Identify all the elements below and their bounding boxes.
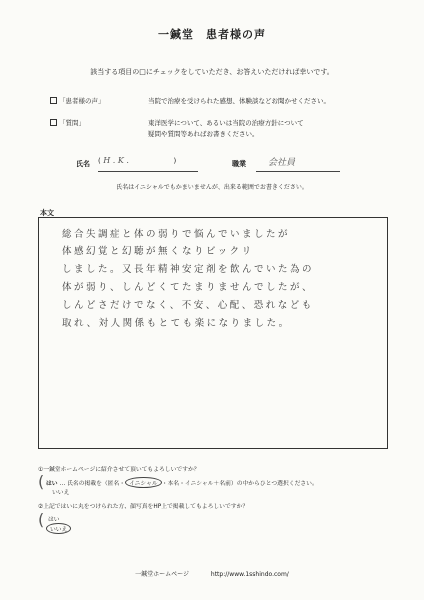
body-line: 体感幻覚と幻聴が無くなりビックリ (62, 246, 254, 257)
q1-detail-post: ・本名・イニシャル＋名前）の中からひとつ選択ください。 (161, 481, 318, 487)
body-line: 総合失調症と体の弱りで悩んでいましたが (62, 229, 291, 240)
page-title: 一鍼堂 患者様の声 (158, 28, 266, 41)
option-question-desc-2: 疑問や質問等あればお書きください。 (148, 130, 259, 138)
option-question-desc-1: 東洋医学について、あるいは当院の治療方針について (148, 119, 304, 127)
option-question-label: 「質問」 (59, 119, 85, 127)
option-voice-label: 「患者様の声」 (59, 97, 105, 105)
question-1: ①一鍼堂ホームページに紹介させて頂いてもよろしいですか？ (38, 467, 200, 473)
footer (0, 569, 424, 578)
footer-label: 一鍼堂ホームページ (135, 571, 190, 578)
footer-url[interactable]: http://www.1sshindo.com/ (210, 571, 289, 578)
q1-no[interactable]: いいえ (52, 490, 70, 496)
voice-checkbox[interactable] (50, 97, 57, 104)
instruction-text: 該当する項目の□にチェックをしていただき、お答えいただければ幸いです。 (90, 68, 334, 76)
q1-detail-pre: … 氏名の掲載を（匿名・ (59, 481, 126, 487)
name-label: 氏名 (76, 160, 90, 168)
job-underline (256, 170, 340, 172)
name-field[interactable]: ( H . K . ) (98, 156, 177, 165)
bracket-2: ( (38, 510, 45, 529)
option-voice-desc: 当院で治療を受けられた感想、体験談などお聞かせください。 (148, 97, 330, 105)
body-label: 本文 (40, 209, 54, 217)
question-checkbox[interactable] (50, 119, 57, 126)
q1-answer[interactable] (46, 477, 318, 488)
job-label: 職業 (232, 160, 246, 168)
body-line: 取れ、対人関係もとても楽になりました。 (62, 318, 291, 329)
name-note: 氏名はイニシャルでもかまいませんが、出来る範囲でお書きください。 (116, 184, 308, 191)
q1-yes[interactable]: はい (46, 481, 58, 487)
body-line: しました。又長年精神安定剤を飲んでいた為の (62, 264, 315, 275)
name-underline (98, 170, 198, 172)
body-line: 体が弱り、しんどくてたまりませんでしたが、 (62, 282, 315, 293)
option-voice[interactable] (50, 96, 105, 105)
q2-yes[interactable]: はい (48, 517, 60, 523)
q2-no[interactable]: いいえ (46, 523, 71, 534)
option-question[interactable] (50, 118, 85, 127)
q1-selected[interactable]: イニシャル (125, 477, 162, 488)
bracket-1: ( (38, 472, 45, 491)
name-value: H . K . (103, 156, 129, 165)
question-2: ②上記ではいに丸をつけられた方、顔写真をHP上で掲載してもよろしいですか？ (38, 504, 249, 510)
body-line: しんどさだけでなく、不安、心配、恐れなども (62, 300, 314, 311)
job-value[interactable]: 会社員 (268, 158, 296, 168)
